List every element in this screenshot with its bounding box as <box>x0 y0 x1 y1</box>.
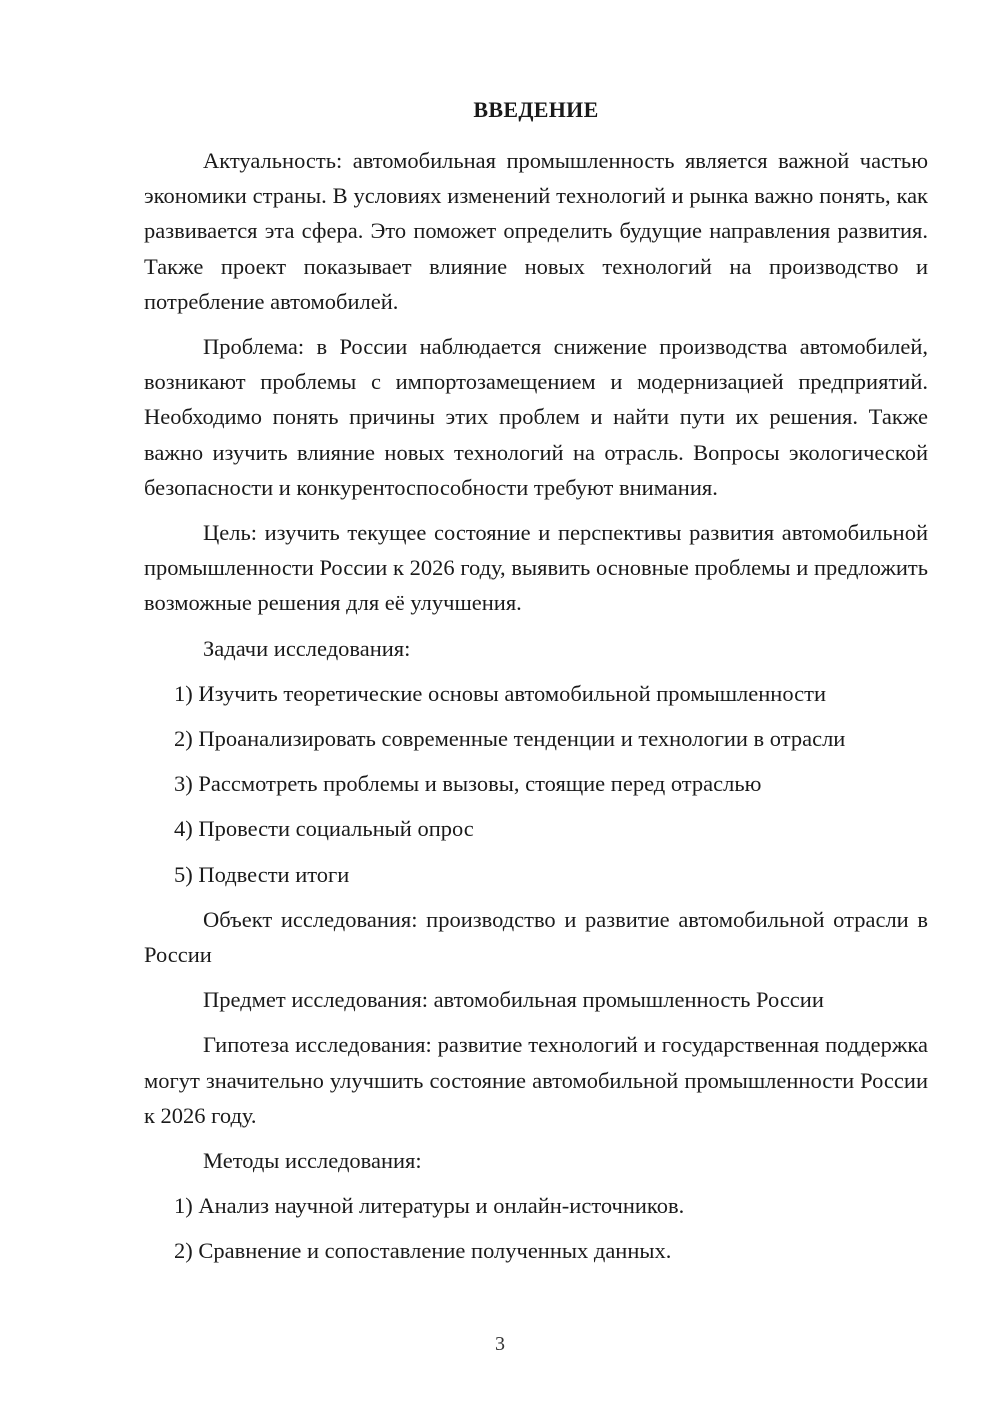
task-item-2: 2) Проанализировать современные тенденции и технологии в отрасли <box>174 726 846 752</box>
page-number: 3 <box>495 1333 505 1355</box>
subject-paragraph: Предмет исследования: автомобильная промышленность России <box>203 987 824 1013</box>
tasks-heading: Задачи исследования: <box>203 635 411 661</box>
problem-paragraph: Проблема: в России наблюдается снижение производства автомобилей, возникают проблемы с импортозамещением и модернизацией предприятий. Необходимо понять причины этих проблем и найти пути их решения. Также важно изучить влияние новых технологий на отрасль. Вопросы экологической безопасности и конкурентоспособности требуют внимания. <box>144 334 928 500</box>
section-title: ВВЕДЕНИЕ <box>473 97 599 122</box>
method-item-1: 1) Анализ научной литературы и онлайн-источников. <box>174 1193 685 1219</box>
task-item-5: 5) Подвести итоги <box>174 861 350 887</box>
method-item-2: 2) Сравнение и сопоставление полученных данных. <box>174 1238 672 1264</box>
tasks-list <box>144 676 928 892</box>
document-page <box>144 96 928 1279</box>
methods-list <box>144 1188 928 1268</box>
goal-paragraph: Цель: изучить текущее состояние и перспективы развития автомобильной промышленности России к 2026 году, выявить основные проблемы и предложить возможные решения для её улучшения. <box>144 520 928 616</box>
hypothesis-paragraph: Гипотеза исследования: развитие технологий и государственная поддержка могут значительно улучшить состояние автомобильной промышленности России к 2026 году. <box>144 1032 928 1128</box>
object-paragraph: Объект исследования: производство и развитие автомобильной отрасли в России <box>144 906 928 968</box>
task-item-4: 4) Провести социальный опрос <box>174 816 474 842</box>
relevance-paragraph: Актуальность: автомобильная промышленность является важной частью экономики страны. В условиях изменений технологий и рынка важно понять, как развивается эта сфера. Это поможет определить будущие направления развития. Также проект показывает влияние новых технологий на производство и потребление автомобилей. <box>144 148 928 314</box>
methods-heading: Методы исследования: <box>203 1148 422 1174</box>
task-item-3: 3) Рассмотреть проблемы и вызовы, стоящие перед отраслью <box>174 771 762 797</box>
task-item-1: 1) Изучить теоретические основы автомобильной промышленности <box>174 680 827 706</box>
